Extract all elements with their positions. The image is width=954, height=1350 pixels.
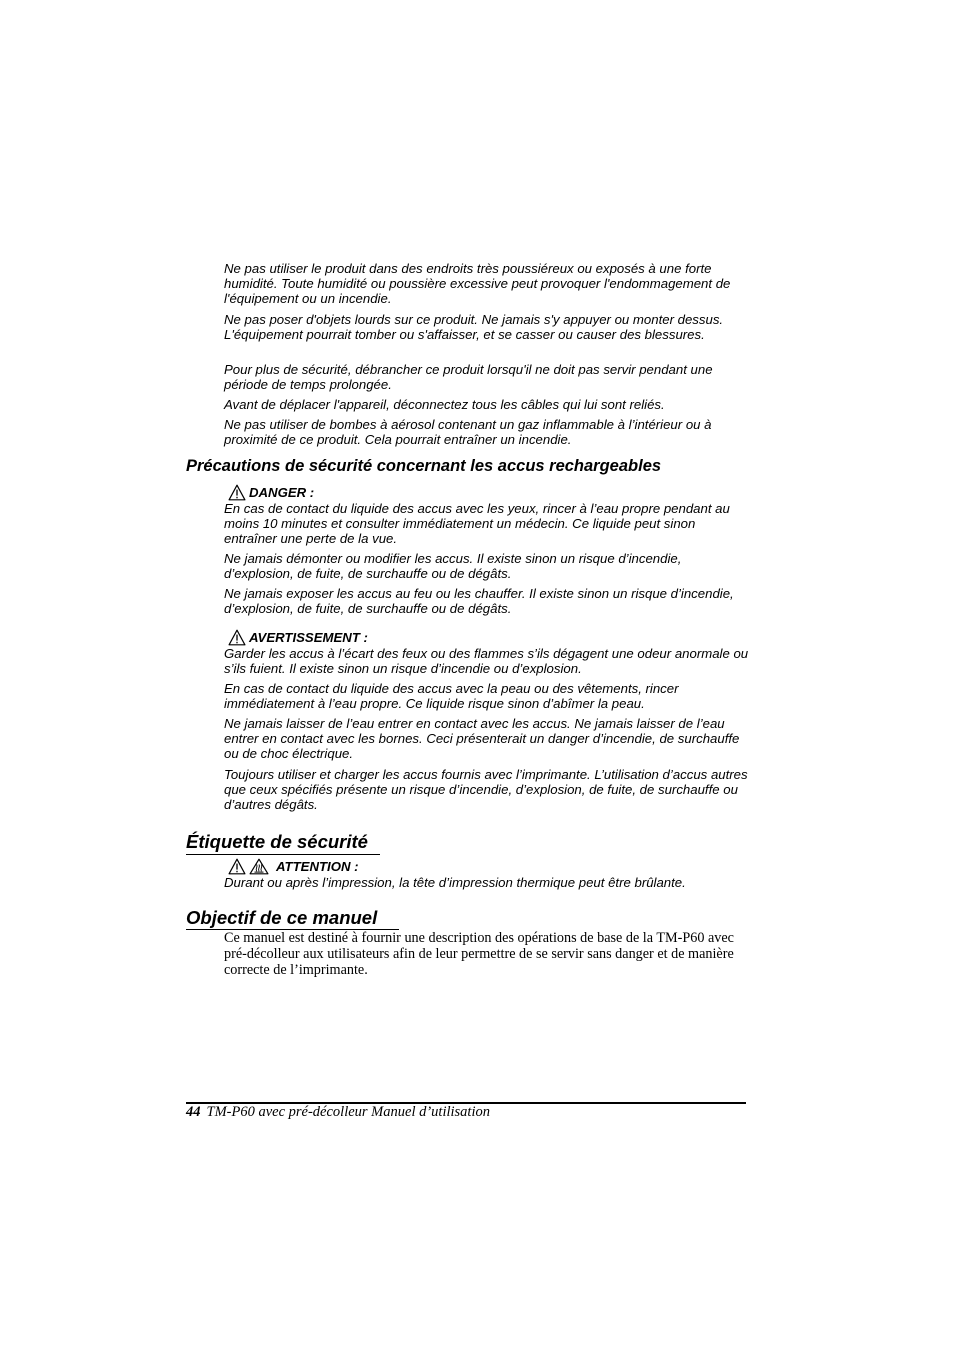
danger-item-2: Ne jamais démonter ou modifier les accus. Il existe sinon un risque d’incendie, d’explosion, de fuite, de surchauffe ou de dégâts. xyxy=(224,551,682,582)
warning-triangle-icon xyxy=(228,629,246,646)
danger-label xyxy=(228,484,314,501)
intro-warning-1: Ne pas utiliser le produit dans des endroits très poussiéreux ou exposés à une forte humidité. Toute humidité ou poussière excessive peut provoquer l'endommagement de l'équipement ou un incendie. xyxy=(224,261,731,307)
danger-label-text: DANGER : xyxy=(249,485,315,500)
attention-text: Durant ou après l’impression, la tête d’impression thermique peut être brûlante. xyxy=(224,875,686,890)
attention-label-text: ATTENTION : xyxy=(276,859,359,874)
danger-item-3: Ne jamais exposer les accus au feu ou les chauffer. Il existe sinon un risque d’incendie, d’explosion, de fuite, de surchauffe ou de dégâts. xyxy=(224,586,734,617)
warning-triangle-icon xyxy=(228,484,246,501)
warning-item-2: En cas de contact du liquide des accus avec la peau ou des vêtements, rincer immédiatement à l’eau propre. Ce liquide risque sinon d’abîmer la peau. xyxy=(224,681,679,712)
purpose-body: Ce manuel est destiné à fournir une description des opérations de base de la TM-P60 avec pré-décolleur aux utilisateurs afin de leur permettre de se servir sans danger et de manière correcte de l’imprimante. xyxy=(224,930,734,978)
battery-section-heading: Précautions de sécurité concernant les accus rechargeables xyxy=(186,457,662,475)
page-footer xyxy=(186,1104,490,1121)
heading-underline xyxy=(186,854,380,855)
attention-label xyxy=(228,858,359,875)
warning-item-4: Toujours utiliser et charger les accus fournis avec l’imprimante. L’utilisation d’accus autres que ceux spécifiés présente un risque d’incendie, d’explosion, de fuite, de surchauffe ou d’autres dégâts. xyxy=(224,767,748,813)
hot-surface-icon xyxy=(249,858,269,875)
intro-warning-5: Ne pas utiliser de bombes à aérosol contenant un gaz inflammable à l’intérieur ou à proximité de ce produit. Cela pourrait entraîner un incendie. xyxy=(224,417,712,448)
warning-triangle-icon xyxy=(228,858,246,875)
danger-item-1: En cas de contact du liquide des accus avec les yeux, rincer à l’eau propre pendant au moins 10 minutes et consulter immédiatement un médecin. Ce liquide peut sinon entraîner une perte de la vue. xyxy=(224,501,730,547)
warning-label-text: AVERTISSEMENT : xyxy=(249,630,368,645)
safety-label-heading: Étiquette de sécurité xyxy=(186,831,368,852)
page-number: 44 xyxy=(186,1104,201,1120)
warning-item-1: Garder les accus à l’écart des feux ou des flammes s’ils dégagent une odeur anormale ou s’ils fuient. Il existe sinon un risque d’incendie ou d’explosion. xyxy=(224,646,749,677)
intro-warning-2: Ne pas poser d'objets lourds sur ce produit. Ne jamais s'y appuyer ou monter dessus. L'équipement pourrait tomber ou s'affaisser, et se casser ou causer des blessures. xyxy=(224,312,724,343)
intro-warning-4: Avant de déplacer l'appareil, déconnectez tous les câbles qui lui sont reliés. xyxy=(224,397,665,412)
warning-item-3: Ne jamais laisser de l’eau entrer en contact avec les accus. Ne jamais laisser de l’eau entrer en contact avec les bornes. Ceci présenterait un danger d’incendie, de surchauffe ou de choc électrique. xyxy=(224,716,740,762)
warning-label xyxy=(228,629,368,646)
intro-warning-3: Pour plus de sécurité, débrancher ce produit lorsqu'il ne doit pas servir pendant une période de temps prolongée. xyxy=(224,362,713,393)
manual-title: TM-P60 avec pré-décolleur Manuel d’utilisation xyxy=(206,1104,490,1120)
purpose-heading: Objectif de ce manuel xyxy=(186,907,378,928)
